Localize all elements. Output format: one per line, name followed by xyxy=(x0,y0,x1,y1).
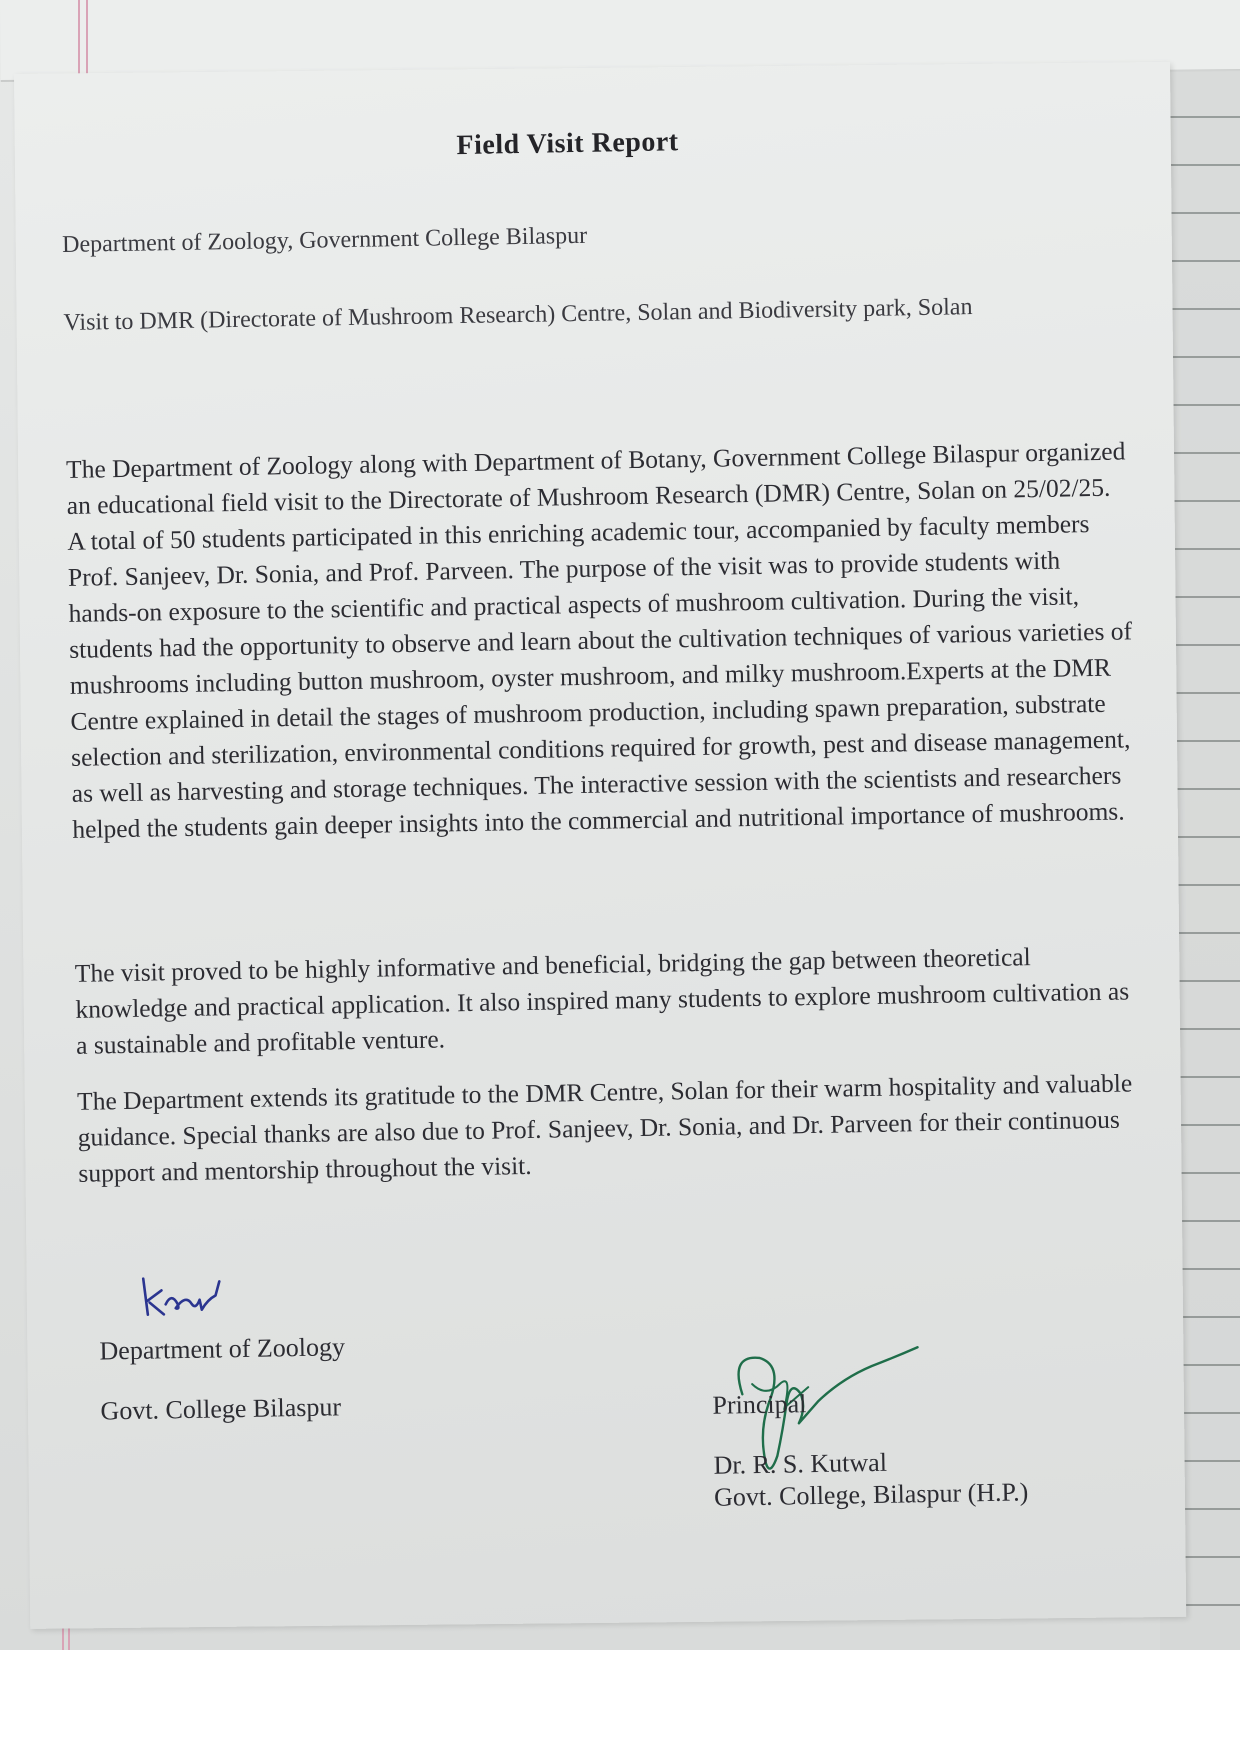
margin-line xyxy=(68,1625,70,1650)
signatory-role: Principal xyxy=(712,1389,807,1420)
signatory-department: Department of Zoology xyxy=(99,1332,346,1366)
visit-line: Visit to DMR (Directorate of Mushroom Research) Centre, Solan and Biodiversity park, Solan xyxy=(63,294,973,336)
report-title: Field Visit Report xyxy=(456,126,679,162)
department-signature-block xyxy=(99,1332,346,1426)
margin-line xyxy=(62,1625,64,1650)
paragraph: The Department extends its gratitude to the DMR Centre, Solan for their warm hospitality and valuable guidance. Special thanks are also due to Prof. Sanjeev, Dr. Sonia, and Dr. Parveen for their continuous support and mentorship throughout the visit. xyxy=(76,1068,1133,1188)
paragraph: The visit proved to be highly informative and beneficial, bridging the gap between theoretical knowledge and practical application. It also inspired many students to explore mushroom cultivation as a sustainable and profitable venture. xyxy=(74,942,1130,1060)
paragraph: The Department of Zoology along with Department of Botany, Government College Bilaspur organized an educational field visit to the Directorate of Mushroom Research (DMR) Centre, Solan on 25/02/25. A total of 50 students participated in this enriching academic tour, accompanied by faculty members Prof. Sanjeev, Dr. Sonia, and Prof. Parveen. The purpose of the visit was to provide students with hands-on exposure to the scientific and practical aspects of mushroom cultivation. During the visit, students had the opportunity to observe and learn about the cultivation techniques of various varieties of mushrooms including button mushroom, oyster mushroom, and milky mushroom.Experts at the DMR Centre explained in detail the stages of mushroom production, including spawn preparation, substrate selection and sterilization, environmental conditions required for growth, pest and disease management, as well as harvesting and storage techniques. The interactive session with the scientists and researchers helped the students gain deeper insights into the commercial and nutritional importance of mushrooms. xyxy=(65,436,1133,844)
signatory-institution: Govt. College, Bilaspur (H.P.) xyxy=(713,1477,1029,1512)
signatory-name: Dr. R. S. Kutwal xyxy=(713,1447,888,1480)
zoology-signature-icon xyxy=(135,1269,236,1327)
signatory-college: Govt. College Bilaspur xyxy=(100,1392,342,1426)
department-line: Department of Zoology, Government College Bilaspur xyxy=(61,222,588,258)
principal-signature-block xyxy=(712,1385,1028,1512)
blank-bottom-area xyxy=(0,1650,1240,1755)
